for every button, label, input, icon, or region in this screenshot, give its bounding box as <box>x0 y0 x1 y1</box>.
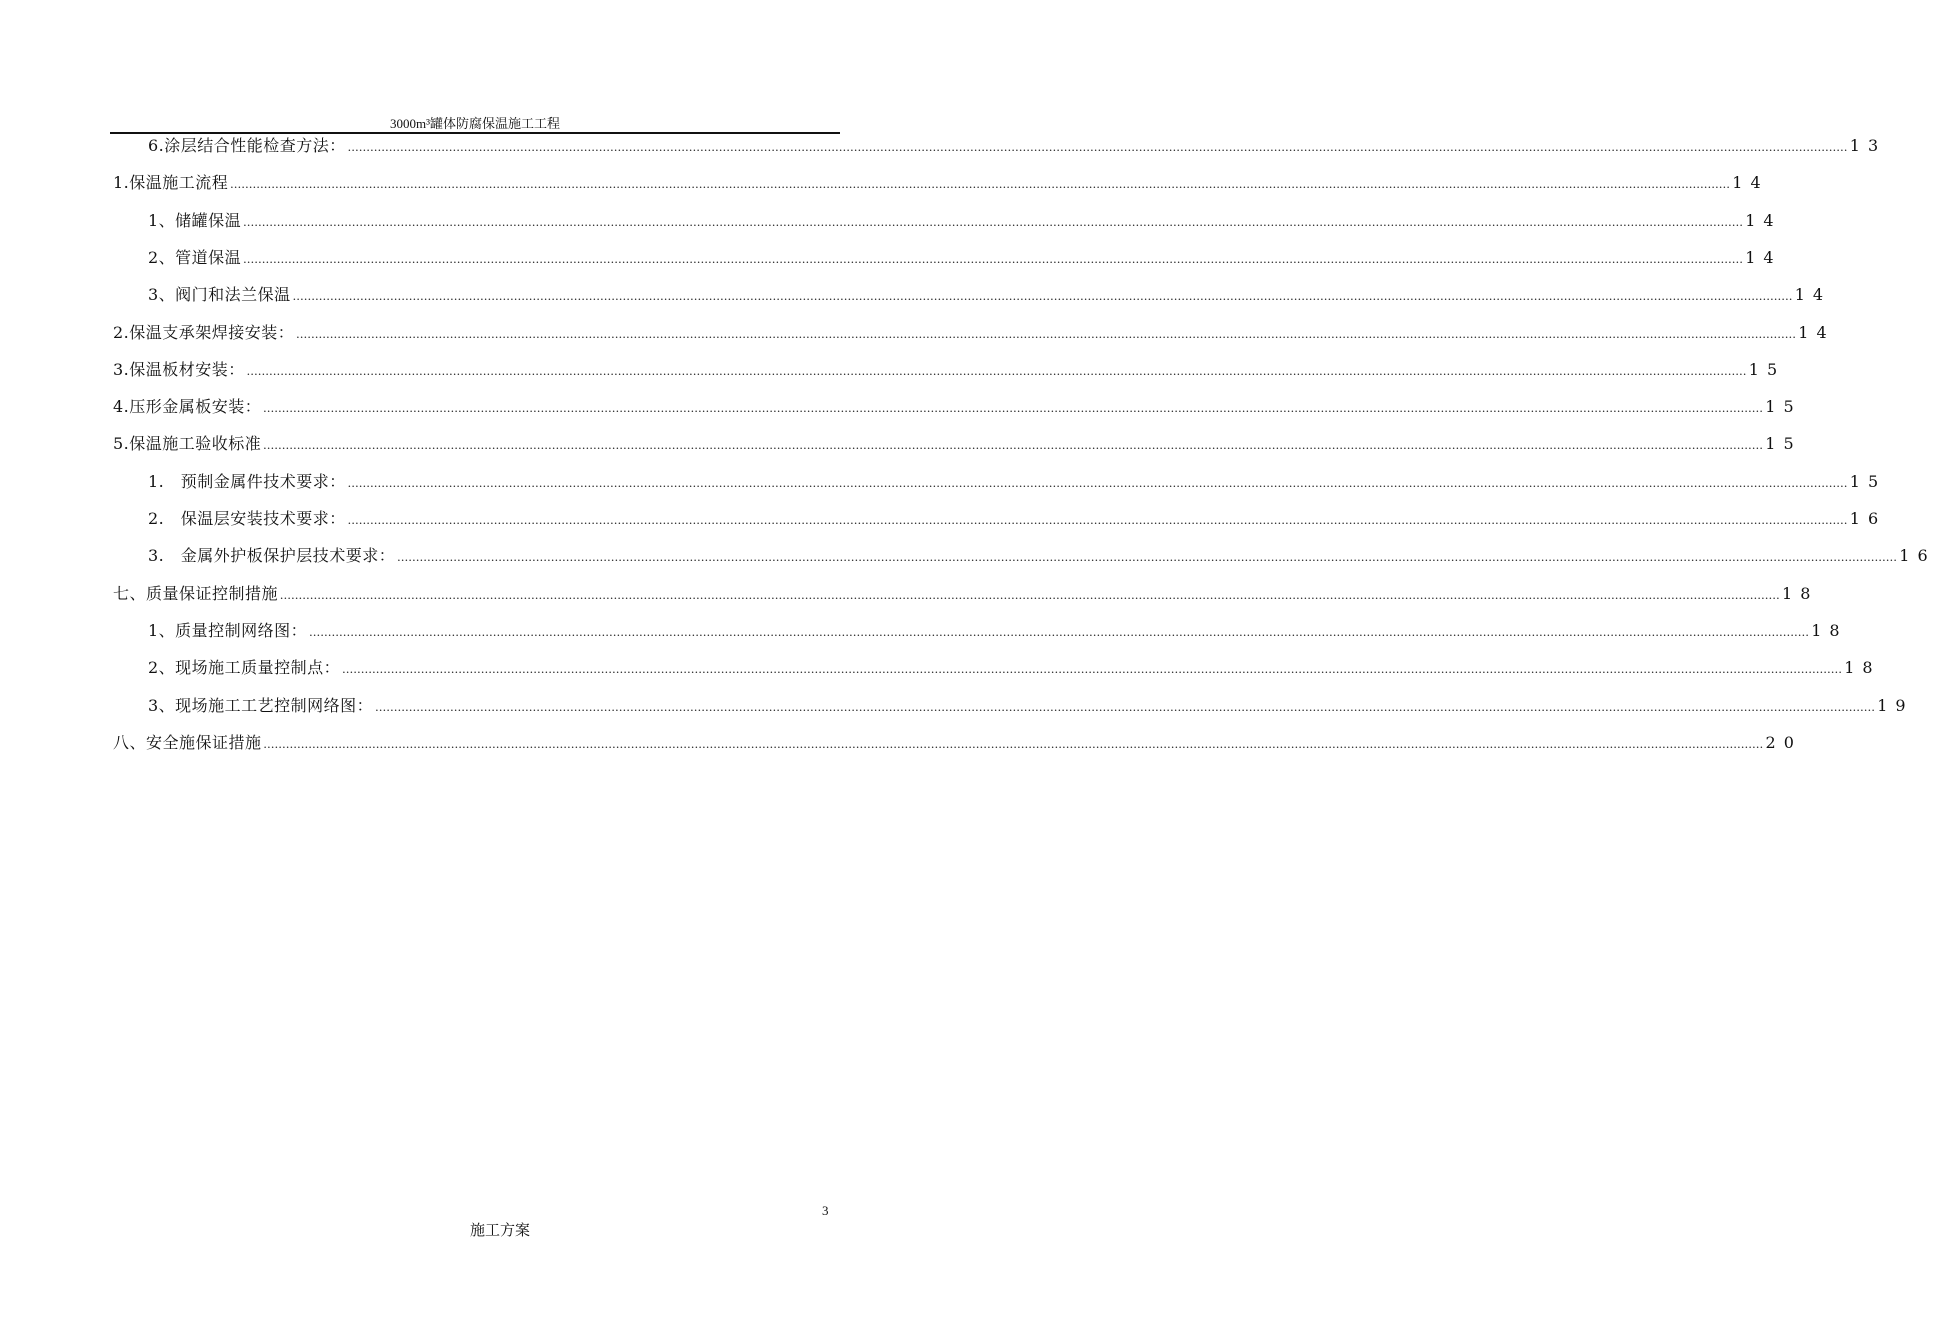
toc-entry-label: 1、质量控制网络图： <box>148 621 308 640</box>
toc-dot-leader: ................................................................................................................................................................................................................................................................................................................................................................................................................ <box>263 736 1764 751</box>
toc-entry[interactable] <box>113 321 1835 345</box>
toc-entry[interactable] <box>113 358 1786 382</box>
toc-dot-leader: ................................................................................................................................................................................................................................................................................................................................................................................................................ <box>347 139 1848 154</box>
toc-entry-label: 1. 预制金属件技术要求： <box>148 472 346 491</box>
toc-entry-label: 2.保温支承架焊接安装： <box>113 323 295 342</box>
toc-entry-page: 14 <box>1794 285 1832 304</box>
toc-dot-leader: ................................................................................................................................................................................................................................................................................................................................................................................................................ <box>397 549 1898 564</box>
toc-dot-leader: ................................................................................................................................................................................................................................................................................................................................................................................................................ <box>246 363 1747 378</box>
toc-dot-leader: ................................................................................................................................................................................................................................................................................................................................................................................................................ <box>347 512 1848 527</box>
page-number: 3 <box>822 1203 829 1218</box>
toc-entry[interactable] <box>113 582 1819 606</box>
toc-entry-page: 13 <box>1849 136 1887 155</box>
toc-entry-page: 18 <box>1782 584 1819 603</box>
toc-dot-leader: ................................................................................................................................................................................................................................................................................................................................................................................................................ <box>263 400 1764 415</box>
toc-entry-label: 5.保温施工验收标准 <box>113 434 262 453</box>
toc-dot-leader: ................................................................................................................................................................................................................................................................................................................................................................................................................ <box>243 251 1744 266</box>
toc-entry[interactable] <box>148 470 1887 494</box>
toc-dot-leader: ................................................................................................................................................................................................................................................................................................................................................................................................................ <box>347 475 1848 490</box>
toc-entry[interactable] <box>148 619 1848 643</box>
toc-dot-leader: ................................................................................................................................................................................................................................................................................................................................................................................................................ <box>243 214 1744 229</box>
page-footer-label: 施工方案 <box>469 1221 530 1239</box>
toc-entry[interactable] <box>148 694 1914 718</box>
toc-entry-page: 18 <box>1811 621 1848 640</box>
toc-entry[interactable] <box>113 731 1802 755</box>
toc-dot-leader: ................................................................................................................................................................................................................................................................................................................................................................................................................ <box>292 288 1793 303</box>
toc-entry-page: 15 <box>1849 472 1887 491</box>
toc-entry[interactable] <box>148 283 1832 307</box>
toc-entry-page: 20 <box>1765 733 1802 752</box>
toc-entry-page: 14 <box>1745 248 1782 267</box>
toc-entry-label: 6.涂层结合性能检查方法： <box>148 136 346 155</box>
toc-dot-leader: ................................................................................................................................................................................................................................................................................................................................................................................................................ <box>230 176 1731 191</box>
toc-entry-label: 3、现场施工工艺控制网络图： <box>148 696 374 715</box>
toc-entry-page: 14 <box>1732 173 1769 192</box>
toc-entry-label: 4.压形金属板安装： <box>113 397 262 416</box>
toc-dot-leader: ................................................................................................................................................................................................................................................................................................................................................................................................................ <box>375 699 1876 714</box>
toc-entry[interactable] <box>148 246 1782 270</box>
toc-entry[interactable] <box>148 544 1936 568</box>
page-header-title: 3000m³罐体防腐保温施工工程 <box>389 116 560 131</box>
toc-entry-label: 1.保温施工流程 <box>113 173 229 192</box>
toc-entry-page: 16 <box>1899 546 1936 565</box>
toc-dot-leader: ................................................................................................................................................................................................................................................................................................................................................................................................................ <box>342 661 1843 676</box>
toc-dot-leader: ................................................................................................................................................................................................................................................................................................................................................................................................................ <box>280 587 1781 602</box>
toc-entry-page: 19 <box>1877 696 1914 715</box>
toc-entry-label: 七、质量保证控制措施 <box>113 584 279 603</box>
toc-entry-label: 1、储罐保温 <box>148 211 242 230</box>
toc-entry[interactable] <box>148 507 1887 531</box>
toc-entry-label: 2、现场施工质量控制点： <box>148 658 341 677</box>
toc-entry-page: 14 <box>1798 323 1835 342</box>
toc-dot-leader: ................................................................................................................................................................................................................................................................................................................................................................................................................ <box>309 624 1810 639</box>
toc-entry[interactable] <box>148 134 1887 158</box>
toc-dot-leader: ................................................................................................................................................................................................................................................................................................................................................................................................................ <box>263 437 1764 452</box>
toc-entry[interactable] <box>148 209 1782 233</box>
toc-entry[interactable] <box>148 656 1881 680</box>
toc-entry-label: 2. 保温层安装技术要求： <box>148 509 346 528</box>
toc-entry-page: 15 <box>1765 397 1802 416</box>
toc-entry[interactable] <box>113 395 1802 419</box>
toc-entry-page: 18 <box>1844 658 1881 677</box>
toc-entry-label: 3.保温板材安装： <box>113 360 245 379</box>
toc-entry[interactable] <box>113 432 1802 456</box>
toc-entry-label: 3、阀门和法兰保温 <box>148 285 291 304</box>
toc-entry-label: 3. 金属外护板保护层技术要求： <box>148 546 396 565</box>
toc-entry[interactable] <box>113 171 1769 195</box>
toc-entry-page: 16 <box>1849 509 1887 528</box>
toc-entry-page: 15 <box>1765 434 1802 453</box>
toc-entry-label: 2、管道保温 <box>148 248 242 267</box>
toc-entry-page: 14 <box>1745 211 1782 230</box>
toc-entry-label: 八、安全施保证措施 <box>113 733 262 752</box>
toc-dot-leader: ................................................................................................................................................................................................................................................................................................................................................................................................................ <box>296 326 1797 341</box>
toc-entry-page: 15 <box>1748 360 1786 379</box>
